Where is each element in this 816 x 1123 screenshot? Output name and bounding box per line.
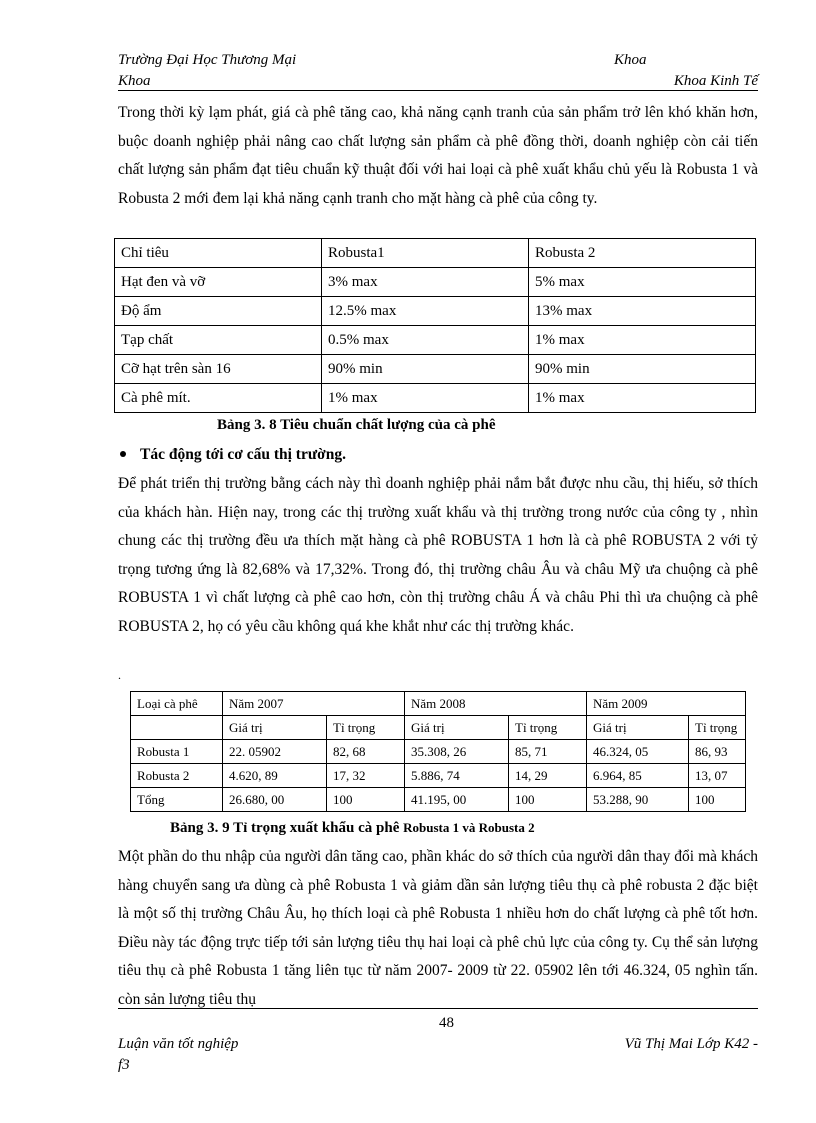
table-row: [131, 692, 746, 716]
table-cell: 13% max: [529, 297, 756, 326]
table-cell: [131, 716, 223, 740]
table-cell: 12.5% max: [322, 297, 529, 326]
table-cell: Robusta 2: [131, 764, 223, 788]
quality-standard-table: [114, 238, 756, 413]
table-cell: 1% max: [529, 326, 756, 355]
bullet-heading: [118, 446, 346, 464]
table-cell: 22. 05902: [223, 740, 327, 764]
table-row: [115, 326, 756, 355]
table-cell: Hạt đen và vỡ: [115, 268, 322, 297]
header-school: Trường Đại Học Thương Mại: [118, 52, 297, 68]
table-cell: Robusta 1: [131, 740, 223, 764]
table-cell: 0.5% max: [322, 326, 529, 355]
table-cell: 17, 32: [327, 764, 405, 788]
table-cell: 4.620, 89: [223, 764, 327, 788]
closing-paragraph: Một phần do thu nhập của người dân tăng cao, phần khác do sở thích của người dân thay đổi mà khách hàng chuyển sang ưa dùng cà phê Robusta 1 và giảm dần sản lượng tiêu thụ cà phê robusta 2 đặc biệt là một số thị trường Châu Âu, họ thích loại cà phê Robusta 1 nhiều hơn do chất lượng cà phê tốt hơn. Điều này tác động trực tiếp tới sản lượng tiêu thụ hai loại cà phê chủ lực của công ty. Cụ thể sản lượng tiêu thụ cà phê Robusta 1 tăng liên tục từ năm 2007- 2009 từ 22. 05902 lên tới 46.324, 05 nghìn tấn. còn sản lượng tiêu thụ: [118, 848, 758, 1008]
export-share-table: [130, 691, 746, 812]
table-cell: 90% min: [529, 355, 756, 384]
table-row: [115, 297, 756, 326]
table2-caption-main: Bảng 3. 9 Tỉ trọng xuất khẩu cà phê: [170, 820, 400, 836]
table-cell: Cà phê mít.: [115, 384, 322, 413]
table-row: [115, 355, 756, 384]
table-cell: Tổng: [131, 788, 223, 812]
table-header-cell: Năm 2008: [405, 692, 587, 716]
table-cell: Tạp chất: [115, 326, 322, 355]
table-cell: 86, 93: [689, 740, 746, 764]
table-cell: 13, 07: [689, 764, 746, 788]
table1-caption: Bảng 3. 8 Tiêu chuẩn chất lượng của cà phê: [217, 417, 496, 433]
table-row: [115, 268, 756, 297]
table-row: [115, 239, 756, 268]
table-cell: 82, 68: [327, 740, 405, 764]
table-cell: 35.308, 26: [405, 740, 509, 764]
table-cell: 3% max: [322, 268, 529, 297]
header-department: Khoa Kinh Tế: [673, 73, 758, 89]
table2-caption: [170, 820, 535, 837]
table-header-cell: Robusta 2: [529, 239, 756, 268]
table-cell: 85, 71: [509, 740, 587, 764]
stray-mark: .: [118, 668, 121, 682]
footer-thesis: Luận văn tốt nghiệp: [118, 1036, 239, 1052]
table-header-cell: Loại cà phê: [131, 692, 223, 716]
table-cell: 100: [327, 788, 405, 812]
table-header-cell: Năm 2007: [223, 692, 405, 716]
table-header-cell: Chỉ tiêu: [115, 239, 322, 268]
table-cell: 1% max: [529, 384, 756, 413]
table-cell: 100: [509, 788, 587, 812]
footer-class-suffix: f3: [118, 1057, 130, 1073]
table-header-cell: Tỉ trọng: [327, 716, 405, 740]
table-cell: 46.324, 05: [587, 740, 689, 764]
page-number: 48: [439, 1015, 454, 1031]
table-header-cell: Tỉ trọng: [509, 716, 587, 740]
table-row: [115, 384, 756, 413]
table-header-cell: Giá trị: [587, 716, 689, 740]
table-cell: Cỡ hạt trên sàn 16: [115, 355, 322, 384]
table2-caption-small: Robusta 1 và Robusta 2: [403, 820, 535, 835]
bullet-icon: [120, 451, 126, 457]
table-cell: 6.964, 85: [587, 764, 689, 788]
intro-paragraph: Trong thời kỳ lạm phát, giá cà phê tăng cao, khả năng cạnh tranh của sản phẩm trở lên khó khăn hơn, buộc doanh nghiệp phải nâng cao chất lượng sản phẩm cà phê đồng thời, doanh nghiệp còn cải tiến chất lượng sản phẩm đạt tiêu chuẩn kỹ thuật đối với hai loại cà phê xuất khẩu chủ yếu là Robusta 1 và Robusta 2 mới đem lại khả năng cạnh tranh cho mặt hàng cà phê của công ty.: [118, 104, 758, 207]
table-cell: 90% min: [322, 355, 529, 384]
table-header-cell: Năm 2009: [587, 692, 746, 716]
table-row: [131, 740, 746, 764]
market-paragraph: Để phát triển thị trường bằng cách này thì doanh nghiệp phải nắm bắt được nhu cầu, thị hiếu, sở thích của khách hàn. Hiện nay, trong các thị trường xuất khẩu và thị trường trong nước của công ty , nhìn chung các thị trường đều ưa thích mặt hàng cà phê ROBUSTA 1 hơn là cà phê ROBUSTA 2 với tỷ trọng tương ứng là 82,68% và 17,32%. Trong đó, thị trường châu Âu và châu Mỹ ưa chuộng cà phê ROBUSTA 1 vì chất lượng cà phê cao hơn, còn thị trường châu Á và châu Phi thì ưa chuộng cà phê ROBUSTA 2, họ có yêu cầu không quá khe khắt như các thị trường khác.: [118, 475, 758, 635]
table-header-cell: Robusta1: [322, 239, 529, 268]
header-khoa-left: Khoa: [118, 73, 151, 89]
table-cell: 100: [689, 788, 746, 812]
table-cell: Độ ẩm: [115, 297, 322, 326]
table-cell: 5% max: [529, 268, 756, 297]
table-cell: 53.288, 90: [587, 788, 689, 812]
table-cell: 1% max: [322, 384, 529, 413]
table-cell: 41.195, 00: [405, 788, 509, 812]
header-khoa: Khoa: [614, 52, 647, 68]
table-row: [131, 788, 746, 812]
table-row: [131, 716, 746, 740]
table-header-cell: Giá trị: [405, 716, 509, 740]
table-header-cell: Tỉ trọng: [689, 716, 746, 740]
header-rule: [118, 90, 758, 91]
footer-author: Vũ Thị Mai Lớp K42 -: [624, 1036, 758, 1052]
bullet-heading-text: Tác động tới cơ cấu thị trường.: [140, 446, 346, 463]
table-cell: 14, 29: [509, 764, 587, 788]
table-header-cell: Giá trị: [223, 716, 327, 740]
table-cell: 26.680, 00: [223, 788, 327, 812]
footer-rule: [118, 1008, 758, 1009]
table-cell: 5.886, 74: [405, 764, 509, 788]
table-row: [131, 764, 746, 788]
